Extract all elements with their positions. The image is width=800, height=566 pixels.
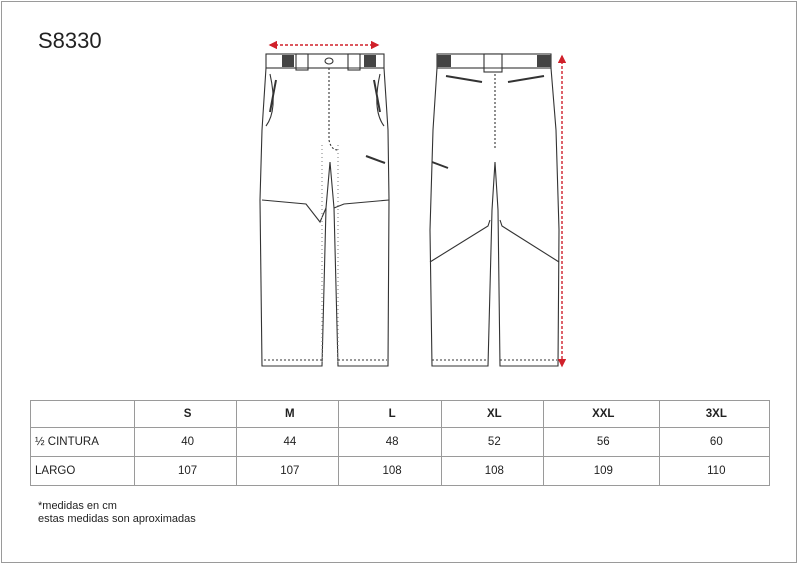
header-size-l: L (339, 401, 441, 428)
table-cell: 109 (543, 457, 659, 486)
table-row (31, 428, 770, 457)
trouser-front-view (260, 54, 389, 366)
table-cell: 56 (543, 428, 659, 457)
header-size-xxl: XXL (543, 401, 659, 428)
table-cell: 108 (339, 457, 441, 486)
header-size-xl: XL (441, 401, 543, 428)
trouser-back-view (430, 54, 559, 366)
header-size-3xl: 3XL (659, 401, 769, 428)
measurement-notes (38, 500, 196, 526)
table-cell: 60 (659, 428, 769, 457)
table-cell: 40 (135, 428, 237, 457)
table-cell: 108 (441, 457, 543, 486)
size-chart-table (30, 400, 770, 486)
table-cell: 52 (441, 428, 543, 457)
product-code: S8330 (38, 28, 102, 53)
table-row (31, 457, 770, 486)
size-header-row (31, 401, 770, 428)
table-cell: 44 (237, 428, 339, 457)
note-units: *medidas en cm (38, 500, 117, 512)
table-cell: 48 (339, 428, 441, 457)
header-size-m: M (237, 401, 339, 428)
row-label-waist: ½ CINTURA (31, 428, 135, 457)
table-cell: 110 (659, 457, 769, 486)
header-size-s: S (135, 401, 237, 428)
table-cell: 107 (237, 457, 339, 486)
note-approximate: estas medidas son aproximadas (38, 513, 196, 525)
row-label-length: LARGO (31, 457, 135, 486)
header-blank (31, 401, 135, 428)
table-cell: 107 (135, 457, 237, 486)
